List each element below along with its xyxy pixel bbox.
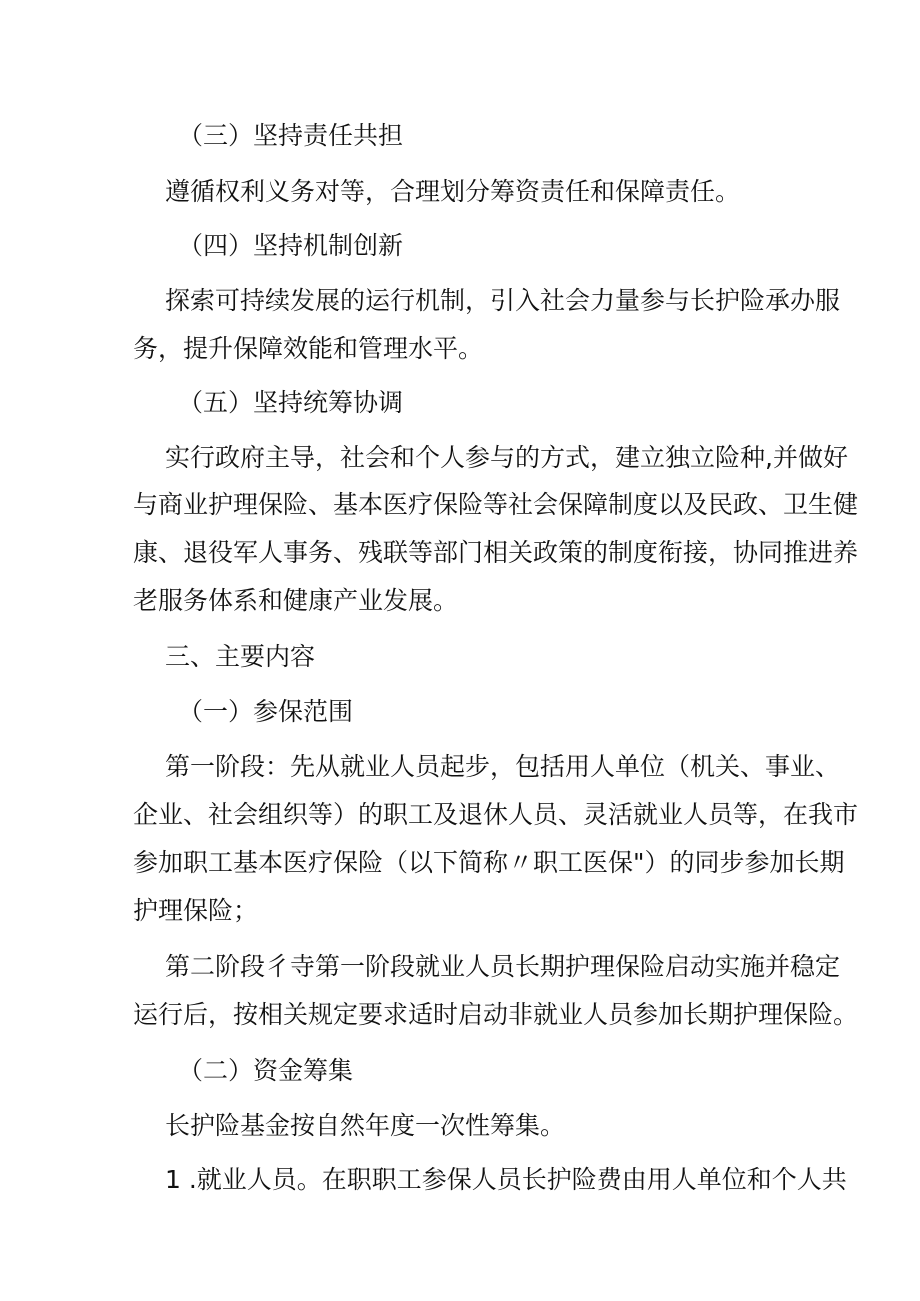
paragraph-line: 企业、社会组织等）的职工及退休人员、灵活就业人员等，在我市 xyxy=(133,800,859,829)
paragraph-line: 运行后，按相关规定要求适时启动非就业人员参加长期护理保险。 xyxy=(133,1000,859,1029)
paragraph-line: 第二阶段彳寺第一阶段就业人员长期护理保险启动实施并稳定 xyxy=(165,952,841,981)
paragraph-line: 参加职工基本医疗保险（以下简称〃职工医保"）的同步参加长期 xyxy=(133,848,845,877)
paragraph-line: 与商业护理保险、基本医疗保险等社会保障制度以及民政、卫生健 xyxy=(133,490,859,519)
paragraph-line: 务，提升保障效能和管理水平。 xyxy=(133,334,484,363)
paragraph: 遵循权利义务对等，合理划分筹资责任和保障责任。 xyxy=(165,177,741,206)
paragraph-line: 探索可持续发展的运行机制，引入社会力量参与长护险承办服 xyxy=(165,286,841,315)
subsection-heading-2: （二）资金筹集 xyxy=(178,1056,354,1085)
part-heading: 三、主要内容 xyxy=(165,642,316,671)
paragraph-line: 1 .就业人员。在职职工参保人员长护险费由用人单位和个人共 xyxy=(165,1165,847,1194)
paragraph-line: 康、退役军人事务、残联等部门相关政策的制度衔接，协同推进养 xyxy=(133,538,859,567)
section-heading-3: （三）坚持责任共担 xyxy=(178,121,404,150)
paragraph-line: 老服务体系和健康产业发展。 xyxy=(133,586,459,615)
paragraph-line: 第一阶段：先从就业人员起步，包括用人单位（机关、事业、 xyxy=(165,752,841,781)
paragraph: 长护险基金按自然年度一次性筹集。 xyxy=(165,1111,566,1140)
section-heading-5: （五）坚持统筹协调 xyxy=(178,388,404,417)
section-heading-4: （四）坚持机制创新 xyxy=(178,231,404,260)
subsection-heading-1: （一）参保范围 xyxy=(178,697,354,726)
paragraph-line: 实行政府主导，社会和个人参与的方式，建立独立险种,并做好 xyxy=(165,443,848,472)
paragraph-line: 护理保险； xyxy=(133,896,259,925)
